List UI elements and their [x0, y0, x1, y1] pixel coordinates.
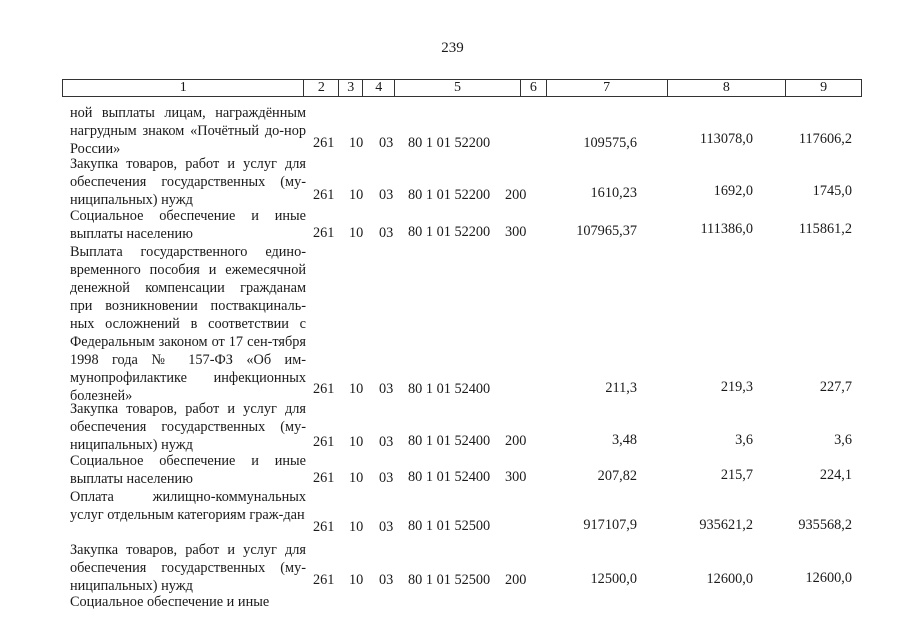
- cell-col-5: 80 1 01 52200: [408, 224, 491, 240]
- cell-col-3: 10: [349, 187, 364, 203]
- cell-col-3: 10: [349, 572, 364, 588]
- cell-col-4: 03: [379, 572, 394, 588]
- cell-col-8: 215,7: [720, 467, 753, 483]
- row-description: Социальное обеспечение и иные выплаты населению: [70, 453, 306, 487]
- header-col-9: 9: [820, 80, 828, 95]
- cell-col-2: 261: [313, 135, 335, 151]
- cell-col-4: 03: [379, 187, 394, 203]
- cell-col-9: 935568,2: [798, 517, 852, 533]
- cell-col-2: 261: [313, 225, 335, 241]
- cell-col-5: 80 1 01 52400: [408, 381, 491, 397]
- cell-col-2: 261: [313, 519, 335, 535]
- cell-col-3: 10: [349, 225, 364, 241]
- cell-col-2: 261: [313, 187, 335, 203]
- row-description: Оплата жилищно-коммунальных услуг отдельным категориям граж-дан: [70, 489, 306, 523]
- cell-col-2: 261: [313, 572, 335, 588]
- cell-col-9: 224,1: [819, 467, 852, 483]
- row-description: Выплата государственного едино-временного пособия и ежемесячной денежной компенсации гражданам при возникновении поствакциналь-ных осложнений в соответствии с Федеральным законом от 17 сен-тября 1998 года № 157-ФЗ «Об им-мунопрофилактике инфекционных болезней»: [70, 244, 306, 404]
- cell-col-5: 80 1 01 52500: [408, 572, 491, 588]
- cell-col-3: 10: [349, 519, 364, 535]
- cell-col-4: 03: [379, 470, 394, 486]
- cell-col-6: 200: [505, 433, 527, 449]
- cell-col-8: 12600,0: [706, 571, 753, 587]
- cell-col-4: 03: [379, 225, 394, 241]
- cell-col-9: 3,6: [834, 432, 852, 448]
- cell-col-5: 80 1 01 52200: [408, 135, 491, 151]
- row-description: Закупка товаров, работ и услуг для обеспечения государственных (му-ниципальных) нужд: [70, 542, 306, 594]
- cell-col-9: 1745,0: [812, 183, 852, 199]
- cell-col-2: 261: [313, 470, 335, 486]
- row-description: Социальное обеспечение и иные выплаты населению: [70, 208, 306, 242]
- cell-col-9: 12600,0: [805, 570, 852, 586]
- cell-col-7: 3,48: [611, 432, 637, 448]
- cell-col-7: 207,82: [597, 468, 637, 484]
- cell-col-7: 109575,6: [583, 135, 637, 151]
- cell-col-7: 917107,9: [583, 517, 637, 533]
- header-col-8: 8: [668, 80, 787, 96]
- cell-col-4: 03: [379, 381, 394, 397]
- cell-col-9: 227,7: [819, 379, 852, 395]
- cell-col-2: 261: [313, 381, 335, 397]
- header-col-6: 6: [521, 80, 547, 96]
- cell-col-6: 300: [505, 469, 527, 485]
- cell-col-5: 80 1 01 52500: [408, 518, 491, 534]
- row-description: Социальное обеспечение и иные: [70, 594, 270, 610]
- cell-col-4: 03: [379, 135, 394, 151]
- header-col-7: 7: [547, 80, 668, 96]
- cell-col-5: 80 1 01 52400: [408, 469, 491, 485]
- cell-col-3: 10: [349, 381, 364, 397]
- cell-col-4: 03: [379, 519, 394, 535]
- cell-col-8: 113078,0: [699, 131, 753, 147]
- cell-col-7: 12500,0: [590, 571, 637, 587]
- table-header: [62, 79, 862, 97]
- header-col-1: 1: [63, 80, 304, 96]
- row-description: ной выплаты лицам, награждённым нагрудным знаком «Почётный до-нор России»: [70, 105, 306, 157]
- cell-col-7: 1610,23: [590, 185, 637, 201]
- cell-col-7: 211,3: [605, 380, 637, 396]
- cell-col-9: 117606,2: [798, 131, 852, 147]
- cell-col-8: 111386,0: [700, 221, 753, 237]
- cell-col-7: 107965,37: [576, 223, 637, 239]
- header-col-2: 2: [304, 80, 339, 96]
- page-number: 239: [441, 40, 464, 56]
- cell-col-8: 1692,0: [713, 183, 753, 199]
- cell-col-6: 200: [505, 187, 527, 203]
- header-col-5: 5: [395, 80, 521, 96]
- header-col-4: 4: [363, 80, 395, 96]
- cell-col-4: 03: [379, 434, 394, 450]
- cell-col-3: 10: [349, 135, 364, 151]
- cell-col-8: 3,6: [735, 432, 753, 448]
- cell-col-8: 935621,2: [699, 517, 753, 533]
- cell-col-2: 261: [313, 434, 335, 450]
- cell-col-3: 10: [349, 434, 364, 450]
- header-col-3: 3: [339, 80, 363, 96]
- cell-col-5: 80 1 01 52400: [408, 433, 491, 449]
- cell-col-6: 200: [505, 572, 527, 588]
- cell-col-5: 80 1 01 52200: [408, 187, 491, 203]
- cell-col-3: 10: [349, 470, 364, 486]
- cell-col-6: 300: [505, 224, 527, 240]
- cell-col-8: 219,3: [720, 379, 753, 395]
- row-description: Закупка товаров, работ и услуг для обеспечения государственных (му-ниципальных) нужд: [70, 401, 306, 453]
- row-description: Закупка товаров, работ и услуг для обеспечения государственных (му-ниципальных) нужд: [70, 156, 306, 208]
- cell-col-9: 115861,2: [798, 221, 852, 237]
